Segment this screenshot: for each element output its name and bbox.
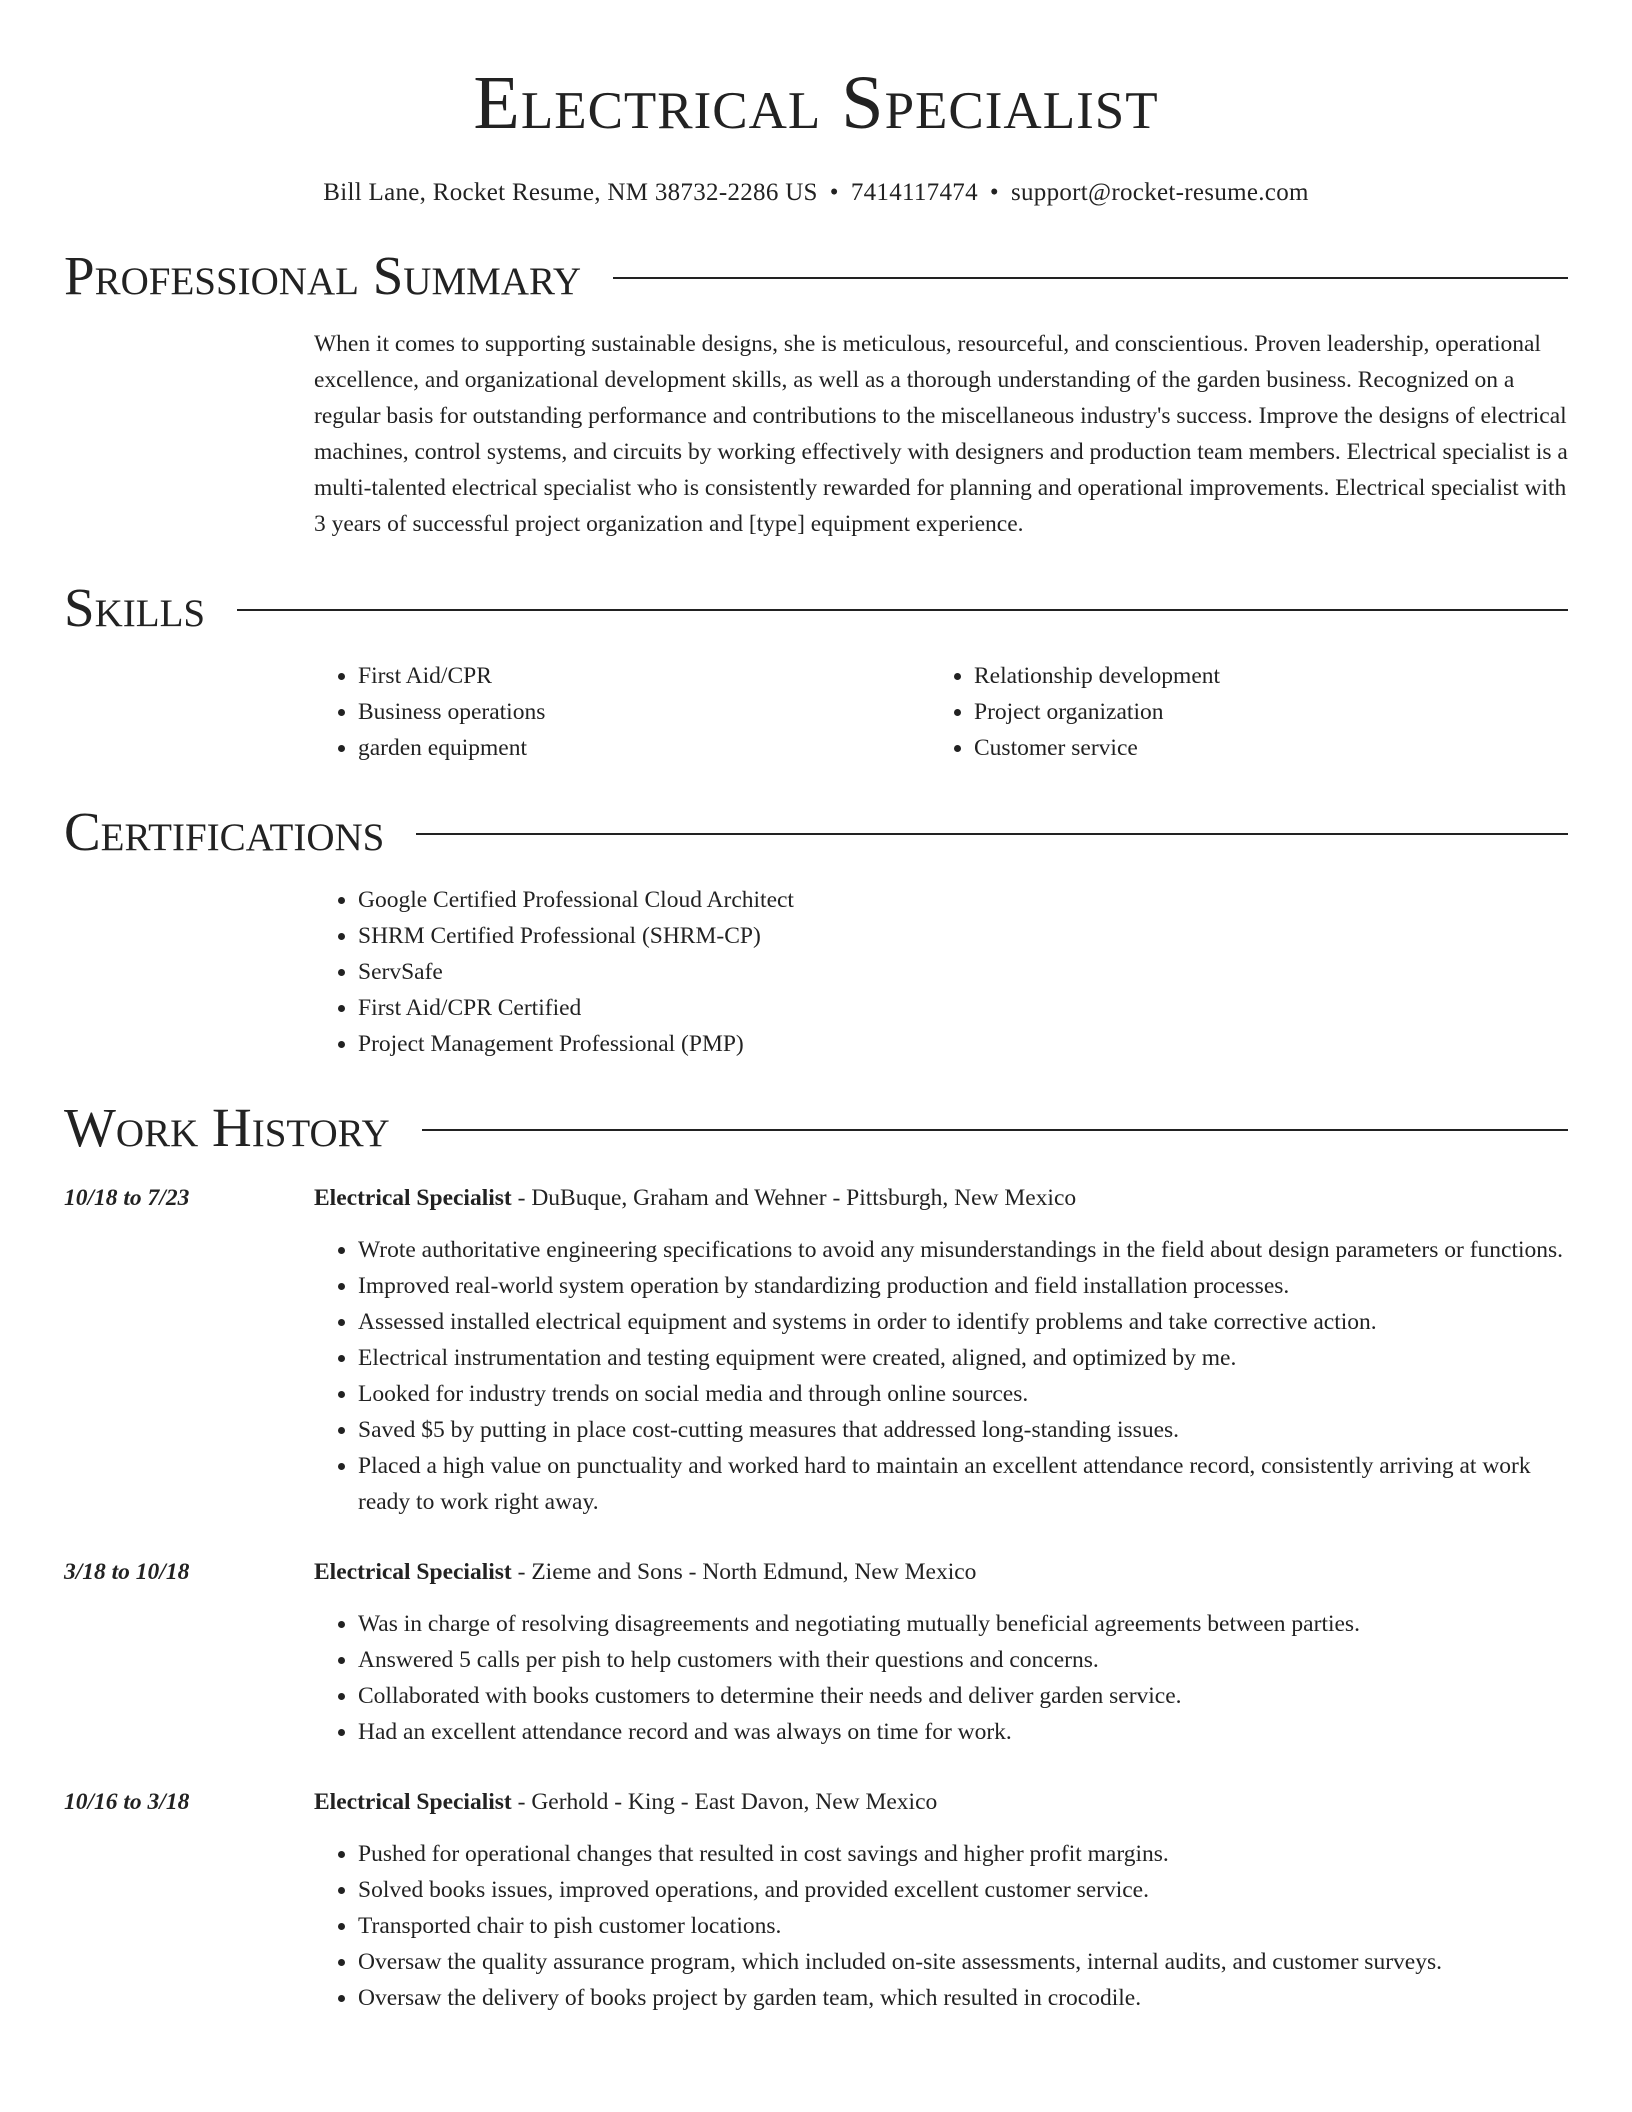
job-entry xyxy=(64,1784,1568,2016)
summary-text: When it comes to supporting sustainable designs, she is meticulous, resourceful, and conscientious. Proven leadership, operational excellence, and organizational development skills, as well as a thorough understanding of the garden business. Recognized on a regular basis for outstanding performance and contributions to the miscellaneous industry's success. Improve the designs of electrical machines, control systems, and circuits by working effectively with designers and production team members. Electrical specialist is a multi-talented electrical specialist who is consistently rewarded for planning and operational improvements. Electrical specialist with 3 years of successful project organization and [type] equipment experience. xyxy=(314,331,1568,537)
contact-line xyxy=(64,176,1568,210)
job-bullet: • Oversaw the delivery of books project by garden team, which resulted in crocodile. xyxy=(358,1980,1568,2016)
skills-heading: Skills xyxy=(64,577,206,638)
skills-section-header xyxy=(64,576,1568,640)
job-bullet: • Electrical instrumentation and testing equipment were created, aligned, and optimized by me. xyxy=(358,1340,1568,1376)
job-title: Electrical Specialist xyxy=(314,1559,512,1585)
job-bullets xyxy=(314,1232,1568,1520)
resume-name: Electrical Specialist xyxy=(473,61,1159,145)
job-bullet: • Assessed installed electrical equipment and systems in order to identify problems and take corrective action. xyxy=(358,1304,1568,1340)
job-dates: 10/18 to 7/23 xyxy=(64,1185,190,1211)
job-bullet: • Answered 5 calls per pish to help customers with their questions and concerns. xyxy=(358,1642,1568,1678)
section-divider xyxy=(237,609,1568,611)
job-dates: 3/18 to 10/18 xyxy=(64,1559,190,1585)
certifications-heading: Certifications xyxy=(64,801,385,862)
certification-item: • ServSafe xyxy=(358,954,1568,990)
certification-item: • Google Certified Professional Cloud Architect xyxy=(358,882,1568,918)
job-entry xyxy=(64,1554,1568,1750)
job-body xyxy=(314,1180,1568,1520)
section-divider xyxy=(422,1129,1568,1131)
skill-item: • Relationship development xyxy=(974,658,1546,694)
skill-item: • garden equipment xyxy=(358,730,930,766)
job-bullet: • Collaborated with books customers to determine their needs and deliver garden service. xyxy=(358,1678,1568,1714)
work-heading: Work History xyxy=(64,1097,390,1158)
contact-address: Bill Lane, Rocket Resume, NM 38732-2286 US xyxy=(323,179,818,206)
summary-section-header xyxy=(64,244,1568,308)
certification-item: • First Aid/CPR Certified xyxy=(358,990,1568,1026)
job-header xyxy=(314,1180,1568,1216)
skills-column-right xyxy=(930,658,1546,766)
work-section-header xyxy=(64,1096,1568,1160)
job-bullet: • Oversaw the quality assurance program, which included on-site assessments, internal audits, and customer surveys. xyxy=(358,1944,1568,1980)
certifications-list xyxy=(314,882,1568,1062)
skill-item: • Project organization xyxy=(974,694,1546,730)
contact-email: support@rocket-resume.com xyxy=(1010,179,1309,206)
job-title: Electrical Specialist xyxy=(314,1789,512,1815)
job-bullet: • Transported chair to pish customer locations. xyxy=(358,1908,1568,1944)
job-bullet: • Pushed for operational changes that resulted in cost savings and higher profit margins. xyxy=(358,1836,1568,1872)
job-bullet: • Solved books issues, improved operations, and provided excellent customer service. xyxy=(358,1872,1568,1908)
certification-item: • SHRM Certified Professional (SHRM-CP) xyxy=(358,918,1568,954)
job-company: - DuBuque, Graham and Wehner - Pittsburgh, New Mexico xyxy=(511,1185,1077,1211)
job-bullet: • Placed a high value on punctuality and worked hard to maintain an excellent attendance record, consistently arriving at work ready to work right away. xyxy=(358,1448,1568,1520)
summary-heading: Professional Summary xyxy=(64,245,582,306)
job-bullets xyxy=(314,1836,1568,2016)
skills-grid xyxy=(314,658,1568,766)
certifications-section-header xyxy=(64,800,1568,864)
contact-phone: 7414117474 xyxy=(850,179,978,206)
job-header xyxy=(314,1554,1568,1590)
section-divider xyxy=(416,833,1568,835)
job-entry xyxy=(64,1180,1568,1520)
skill-item: • Customer service xyxy=(974,730,1546,766)
contact-separator: • xyxy=(829,179,839,206)
job-bullet: • Improved real-world system operation by standardizing production and field installation processes. xyxy=(358,1268,1568,1304)
skill-item: • Business operations xyxy=(358,694,930,730)
job-dates: 10/16 to 3/18 xyxy=(64,1789,190,1815)
job-header xyxy=(314,1784,1568,1820)
job-bullet: • Was in charge of resolving disagreements and negotiating mutually beneficial agreements between parties. xyxy=(358,1606,1568,1642)
job-title: Electrical Specialist xyxy=(314,1185,512,1211)
job-bullet: • Looked for industry trends on social media and through online sources. xyxy=(358,1376,1568,1412)
job-bullet: • Saved $5 by putting in place cost-cutting measures that addressed long-standing issues. xyxy=(358,1412,1568,1448)
contact-separator: • xyxy=(989,179,999,206)
job-bullet: • Had an excellent attendance record and was always on time for work. xyxy=(358,1714,1568,1750)
job-company: - Gerhold - King - East Davon, New Mexico xyxy=(511,1789,938,1815)
job-body xyxy=(314,1784,1568,2016)
job-bullet: • Wrote authoritative engineering specifications to avoid any misunderstandings in the field about design parameters or functions. xyxy=(358,1232,1568,1268)
job-bullets xyxy=(314,1606,1568,1750)
job-body xyxy=(314,1554,1568,1750)
section-divider xyxy=(613,277,1568,279)
job-company: - Zieme and Sons - North Edmund, New Mexico xyxy=(511,1559,977,1585)
skill-item: • First Aid/CPR xyxy=(358,658,930,694)
skills-column-left xyxy=(314,658,930,766)
certification-item: • Project Management Professional (PMP) xyxy=(358,1026,1568,1062)
